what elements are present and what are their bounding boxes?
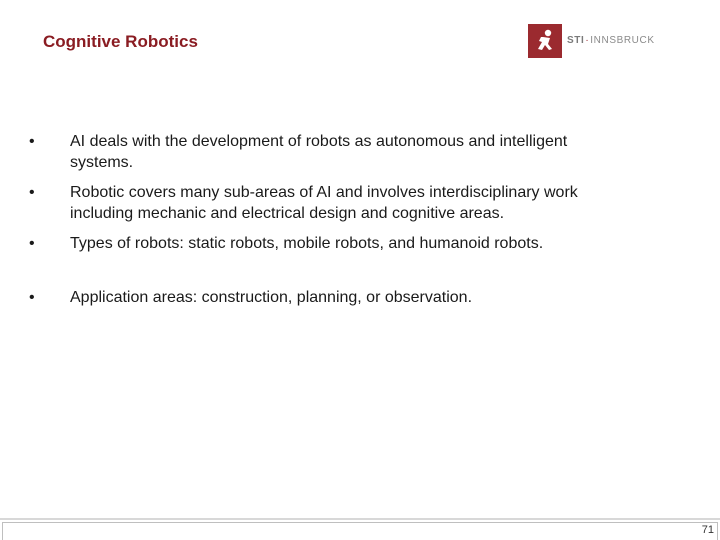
page-number: 71 [701,524,714,536]
sti-runner-icon [528,24,562,58]
bullet-text [70,233,690,254]
bullet-marker: • [29,289,35,306]
bullet-marker: • [29,133,35,150]
bullet-line: AI deals with the development of robots as autonomous and intelligent [70,133,568,150]
bullet-line: Application areas: construction, planning, or observation. [70,289,473,306]
bullet-line: Robotic covers many sub-areas of AI and involves interdisciplinary work [70,184,578,201]
bullet-marker: • [29,235,35,252]
logo-sti-text: STI [567,35,585,46]
bullet-marker: • [29,184,35,201]
bullet-line: including mechanic and electrical design and cognitive areas. [70,205,505,222]
slide-title: Cognitive Robotics [43,32,198,51]
bullet-line: systems. [70,154,134,171]
logo-innsbruck-text: INNSBRUCK [590,35,655,46]
bullet-line: Types of robots: static robots, mobile robots, and humanoid robots. [70,235,544,252]
bullet-text [70,287,690,308]
footer-divider [0,518,720,520]
bullet-text [70,131,690,173]
footer-bar [2,522,718,540]
logo-separator: · [585,35,590,46]
bullet-text [70,182,690,224]
logo-wordmark [567,35,655,46]
